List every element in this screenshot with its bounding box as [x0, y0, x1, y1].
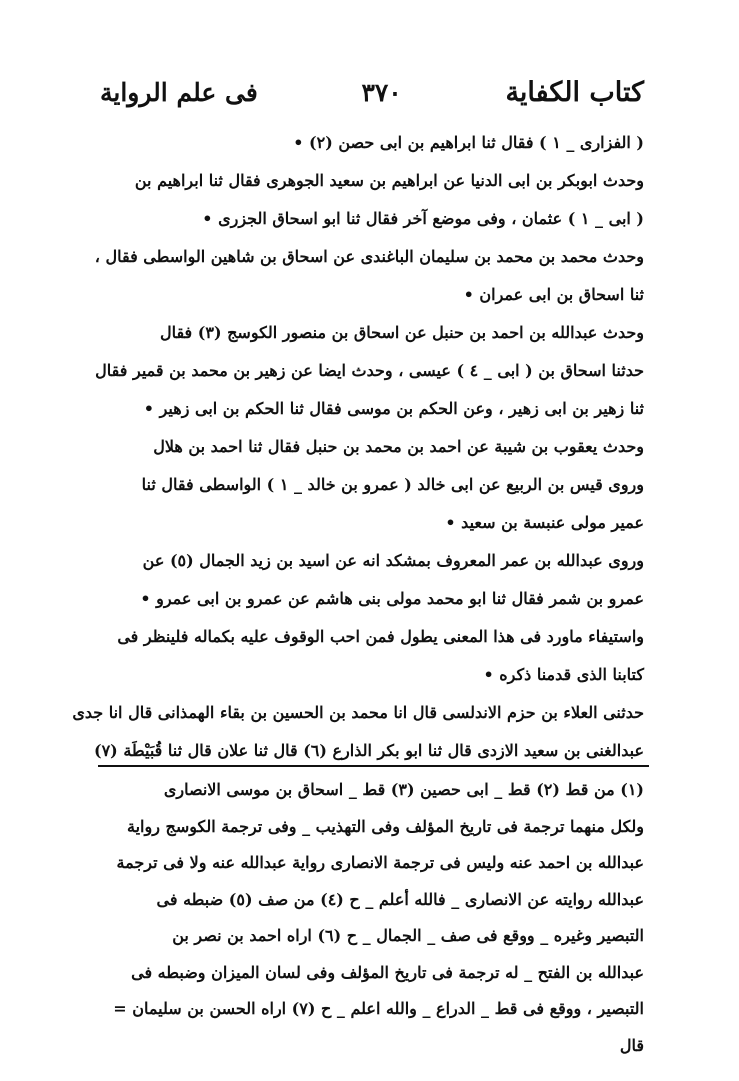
- text-line: عمير مولى عنبسة بن سعيد •: [445, 513, 644, 532]
- text-line: وحدث ابوبكر بن ابى الدنيا عن ابراهيم بن سعيد الجوهرى فقال ثنا ابراهيم بن: [134, 171, 644, 190]
- text-line: وحدث عبدالله بن احمد بن حنبل عن اسحاق بن منصور الكوسج (٣) فقال: [159, 323, 644, 342]
- text-line: ( الفزارى _ ١ ) فقال ثنا ابراهيم بن ابى حصن (٢) •: [293, 133, 644, 152]
- footnote-line: التبصير وغيره _ ووقع فى صف _ الجمال _ ح (٦) اراه احمد بن نصر بن: [172, 926, 644, 945]
- text-line: حدثنى العلاء بن حزم الاندلسى قال انا محمد بن الحسين بن بقاء الهمذانى قال انا جدى: [72, 703, 644, 722]
- text-line: كتابنا الذى قدمنا ذكره •: [483, 665, 644, 684]
- text-line: ثنا زهير بن ابى زهير ، وعن الحكم بن موسى فقال ثنا الحكم بن ابى زهير •: [143, 399, 644, 418]
- footnote-line: عبدالله بن الفتح _ له ترجمة فى تاريخ المؤلف وفى لسان الميزان وضبطه فى: [131, 962, 644, 982]
- page-header: [100, 70, 644, 114]
- footnote-line: ولكل منهما ترجمة فى تاريخ المؤلف وفى التهذيب _ وفى ترجمة الكوسج رواية: [127, 816, 644, 836]
- footnote-line: عبدالله بن احمد عنه وليس فى ترجمة الانصارى رواية عبدالله عنه ولا فى ترجمة: [116, 853, 644, 872]
- page-number: ٣٧٠: [361, 77, 402, 107]
- text-line: وروى قيس بن الربيع عن ابى خالد ( عمرو بن خالد _ ١ ) الواسطى فقال ثنا: [141, 475, 644, 494]
- text-line: وروى عبدالله بن عمر المعروف بمشكد انه عن اسيد بن زيد الجمال (٥) عن: [142, 551, 644, 570]
- text-line: وحدث يعقوب بن شيبة عن احمد بن محمد بن حنبل فقال ثنا احمد بن هلال: [153, 437, 644, 456]
- text-line: عمرو بن شمر فقال ثنا ابو محمد مولى بنى هاشم عن عمرو بن ابى عمرو •: [140, 589, 644, 608]
- text-line: ( ابى _ ١ ) عثمان ، وفى موضع آخر فقال ثنا ابو اسحاق الجزرى •: [202, 209, 644, 228]
- footnotes: [100, 772, 644, 1064]
- book-title: كتاب الكفاية: [505, 76, 644, 108]
- text-line: وحدث محمد بن محمد بن سليمان الباغندى عن اسحاق بن شاهين الواسطى فقال ،: [94, 247, 644, 266]
- text-line: ثنا اسحاق بن ابى عمران •: [463, 285, 644, 304]
- footnote-line: عبدالله روايته عن الانصارى _ فالله أعلم _ ح (٤) من صف (٥) ضبطه فى: [156, 889, 644, 909]
- footnote-line: التبصير ، ووقع فى قط _ الدراع _ والله اعلم _ ح (٧) اراه الحسن بن سليمان =: [113, 999, 644, 1018]
- section-topic: فى علم الرواية: [100, 77, 258, 107]
- text-line: واستيفاء ماورد فى هذا المعنى يطول فمن احب الوقوف عليه بكماله فلينظر فى: [117, 627, 644, 646]
- footnote-line: قال: [619, 1035, 644, 1055]
- footnote-divider: [98, 765, 649, 767]
- text-line: حدثنا اسحاق بن ( ابى _ ٤ ) عيسى ، وحدث ايضا عن زهير بن محمد بن قمير فقال: [95, 361, 644, 380]
- text-line: عبدالغنى بن سعيد الازدى قال ثنا ابو بكر الذارع (٦) قال ثنا علان قال ثنا قُبَيْطَة (٧): [94, 741, 644, 760]
- footnote-line: (١) من قط (٢) قط _ ابى حصين (٣) قط _ اسحاق بن موسى الانصارى: [163, 780, 644, 799]
- main-text: [72, 124, 644, 770]
